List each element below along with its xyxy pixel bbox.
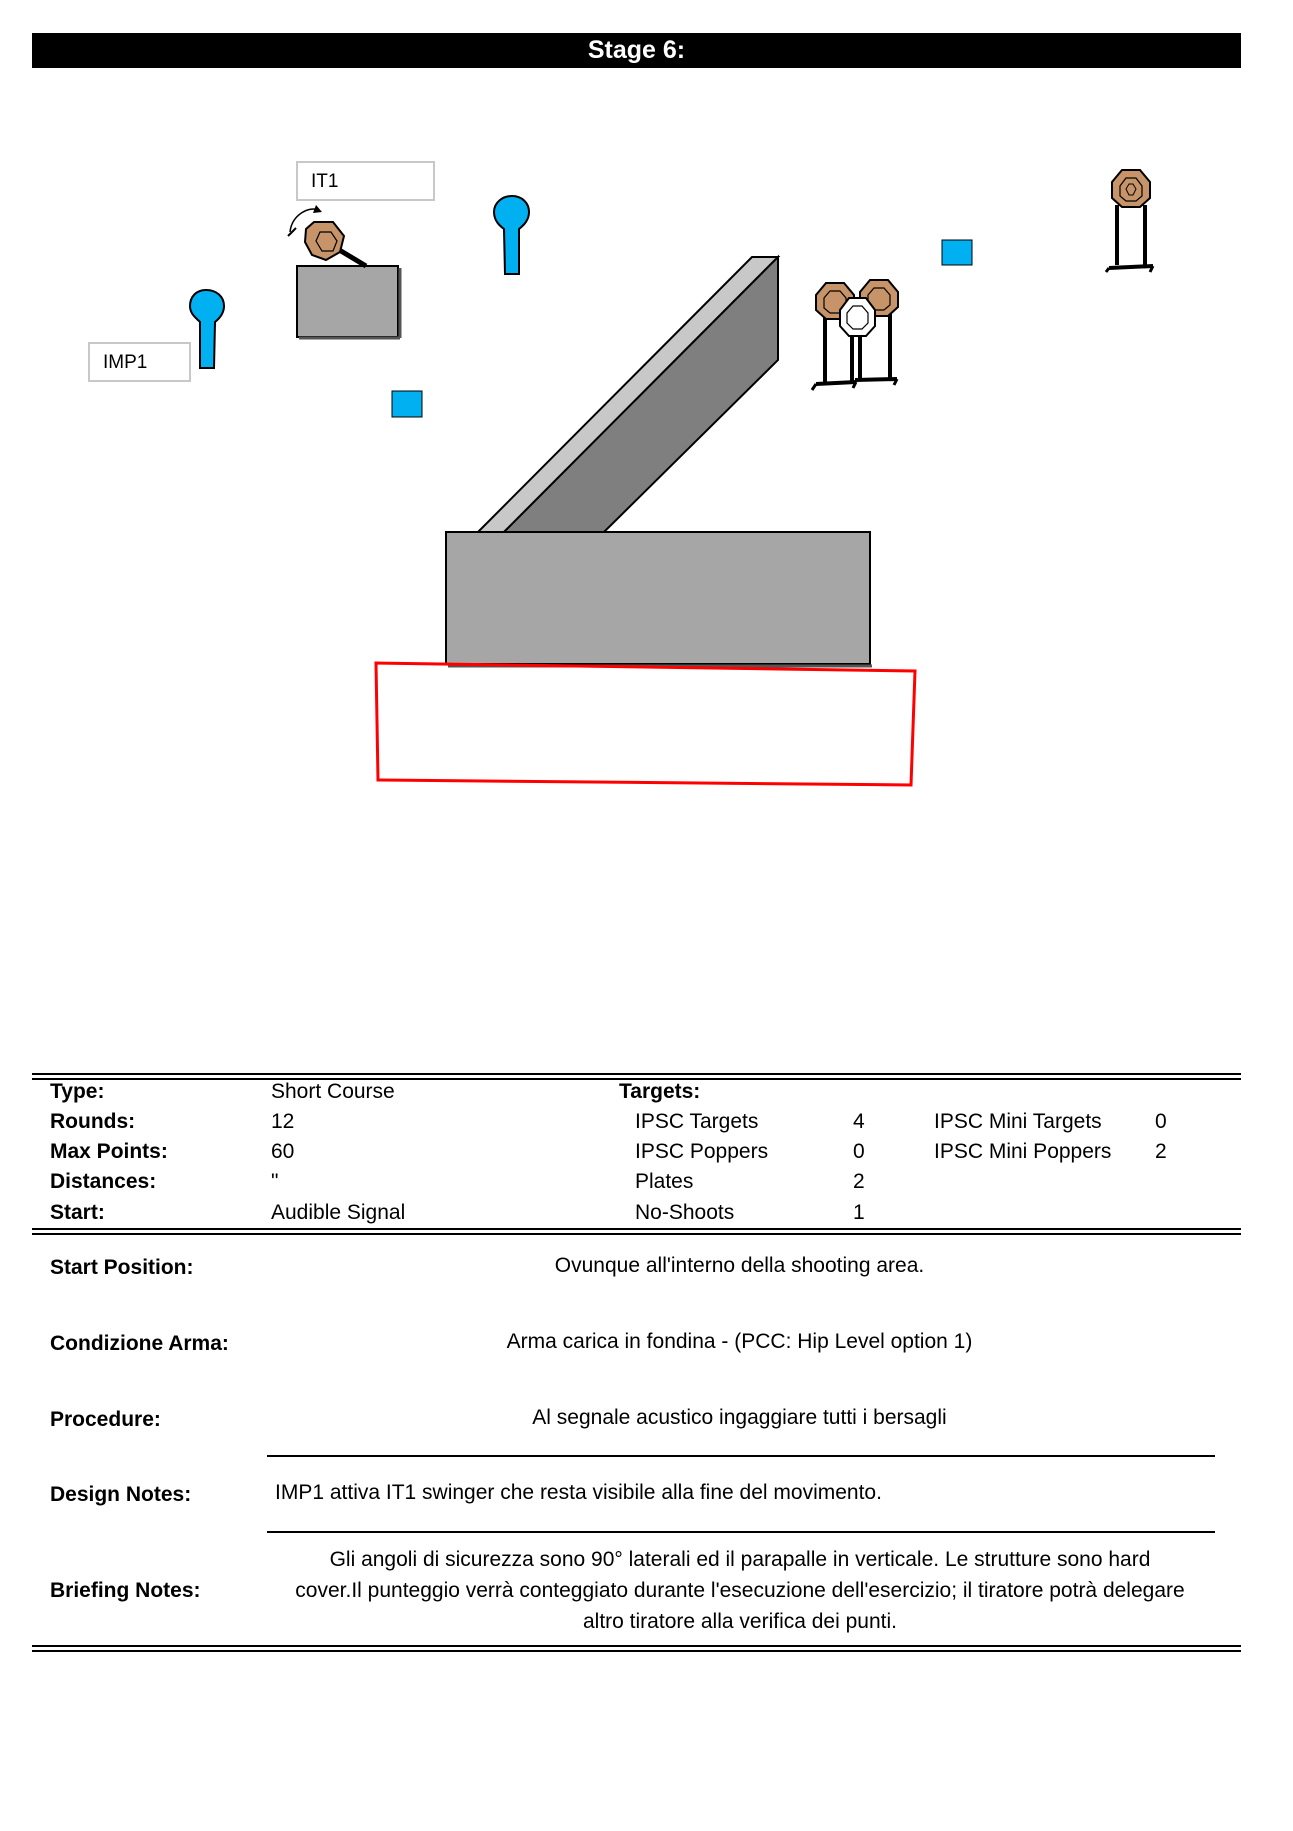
no-shoot-target-left xyxy=(190,290,224,368)
start-position-label: Start Position: xyxy=(50,1256,194,1279)
start-position-value: Ovunque all'interno della shooting area. xyxy=(554,1254,925,1277)
target-count: 2 xyxy=(853,1170,865,1193)
stage-title: Stage 6: xyxy=(32,33,1241,68)
procedure-value: Al segnale acustico ingaggiare tutti i bersagli xyxy=(532,1406,947,1429)
type-value: Short Course xyxy=(271,1080,395,1103)
start-value: Audible Signal xyxy=(271,1201,406,1224)
target-name: No-Shoots xyxy=(635,1201,735,1224)
type-label: Type: xyxy=(50,1080,105,1103)
target-count: 4 xyxy=(853,1110,865,1133)
design-notes-value: IMP1 attiva IT1 swinger che resta visibile alla fine del movimento. xyxy=(275,1481,882,1504)
target-count: 0 xyxy=(853,1140,865,1163)
mini-target-name: IPSC Mini Poppers xyxy=(934,1140,1112,1163)
shooting-area xyxy=(376,663,915,785)
procedure-rule xyxy=(267,1455,1215,1457)
briefing-notes-value: Gli angoli di sicurezza sono 90° laterali ed il parapalle in verticale. Le strutture sono hard cover.Il punteggio verrà conteggiato durante l'esecuzione dell'esercizio; il tiratore potrà delegare altro tiratore alla verifica dei punti. xyxy=(295,1548,1185,1633)
distances-label: Distances: xyxy=(50,1170,157,1193)
target-count: 1 xyxy=(853,1201,865,1224)
procedure-label: Procedure: xyxy=(50,1408,161,1431)
small-wall xyxy=(297,266,398,337)
diagonal-wall xyxy=(478,257,778,532)
mini-target-count: 0 xyxy=(1155,1110,1167,1133)
label-it1: IT1 xyxy=(296,161,435,201)
front-wall xyxy=(446,532,870,664)
condizione-arma-label: Condizione Arma: xyxy=(50,1332,229,1355)
no-shoot-target-center xyxy=(494,196,529,274)
target-name: IPSC Poppers xyxy=(635,1140,769,1163)
plate-right xyxy=(942,240,972,265)
maxpoints-label: Max Points: xyxy=(50,1140,168,1163)
mini-target-name: IPSC Mini Targets xyxy=(934,1110,1102,1133)
condizione-arma-value: Arma carica in fondina - (PCC: Hip Level option 1) xyxy=(506,1330,973,1353)
rounds-label: Rounds: xyxy=(50,1110,136,1133)
target-name: Plates xyxy=(635,1170,694,1193)
summary-bottom-rule xyxy=(32,1228,1241,1235)
distances-value: " xyxy=(271,1170,279,1193)
targets-label: Targets: xyxy=(619,1080,701,1103)
rounds-value: 12 xyxy=(271,1110,295,1133)
briefing-notes-label: Briefing Notes: xyxy=(50,1579,201,1602)
details-bottom-rule xyxy=(32,1645,1241,1652)
swinger-target-it1 xyxy=(288,205,366,266)
plate-left xyxy=(392,391,422,417)
paper-target-far-right xyxy=(1106,170,1153,272)
paper-targets-pair xyxy=(812,280,898,390)
target-name: IPSC Targets xyxy=(635,1110,759,1133)
maxpoints-value: 60 xyxy=(271,1140,295,1163)
mini-target-count: 2 xyxy=(1155,1140,1167,1163)
design-rule xyxy=(267,1531,1215,1533)
label-imp1: IMP1 xyxy=(88,342,191,382)
design-notes-label: Design Notes: xyxy=(50,1483,192,1506)
start-label: Start: xyxy=(50,1201,105,1224)
